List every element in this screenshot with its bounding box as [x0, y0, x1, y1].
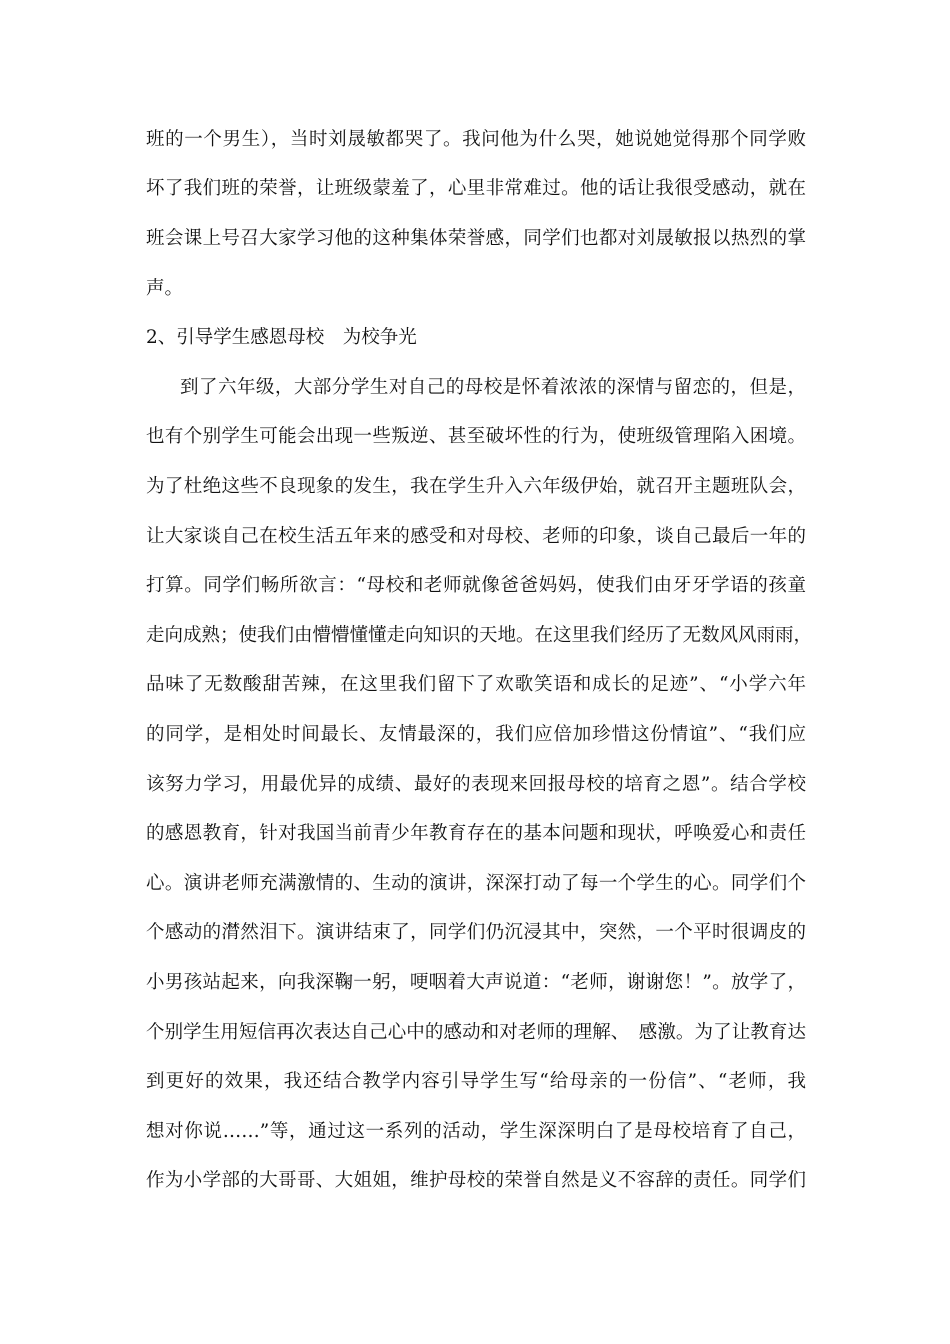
paragraph-line: 个别学生用短信再次表达自己心中的感动和对老师的理解、 感激。为了让教育达 — [146, 1022, 806, 1043]
paragraph-line: 小男孩站起来，向我深鞠一躬，哽咽着大声说道：“老师，谢谢您！”。放学了， — [146, 972, 806, 993]
paragraph-line: 班的一个男生），当时刘晟敏都哭了。我问他为什么哭，她说她觉得那个同学败 — [146, 129, 806, 150]
paragraph-line: 想对你说……”等，通过这一系列的活动，学生深深明白了是母校培育了自己， — [146, 1121, 806, 1142]
paragraph-line: 坏了我们班的荣誉，让班级蒙羞了，心里非常难过。他的话让我很受感动，就在 — [146, 178, 806, 199]
paragraph-line: 班会课上号召大家学习他的这种集体荣誉感，同学们也都对刘晟敏报以热烈的掌 — [146, 228, 806, 249]
paragraph-line: 到了六年级，大部分学生对自己的母校是怀着浓浓的深情与留恋的，但是， — [180, 377, 806, 398]
paragraph-line: 个感动的潸然泪下。演讲结束了，同学们仍沉浸其中，突然，一个平时很调皮的 — [146, 922, 806, 943]
paragraph-line: 也有个别学生可能会出现一些叛逆、甚至破坏性的行为，使班级管理陷入困境。 — [146, 426, 806, 447]
paragraph-line: 走向成熟；使我们由懵懵懂懂走向知识的天地。在这里我们经历了无数风风雨雨， — [146, 625, 813, 646]
section-heading: 2、引导学生感恩母校 为校争光 — [146, 327, 417, 348]
paragraph-line: 该努力学习，用最优异的成绩、最好的表现来回报母校的培育之恩”。结合学校 — [146, 774, 806, 795]
paragraph-line: 的感恩教育，针对我国当前青少年教育存在的基本问题和现状，呼唤爱心和责任 — [146, 823, 806, 844]
paragraph-line: 让大家谈自己在校生活五年来的感受和对母校、老师的印象，谈自己最后一年的 — [146, 526, 806, 547]
paragraph-line: 到更好的效果，我还结合教学内容引导学生写“给母亲的一份信”、“老师，我 — [146, 1071, 806, 1092]
paragraph-line: 品味了无数酸甜苦辣，在这里我们留下了欢歌笑语和成长的足迹”、“小学六年 — [146, 674, 806, 695]
paragraph-line: 的同学，是相处时间最长、友情最深的，我们应倍加珍惜这份情谊”、“我们应 — [146, 724, 806, 745]
paragraph-line: 作为小学部的大哥哥、大姐姐，维护母校的荣誉自然是义不容辞的责任。同学们 — [146, 1170, 806, 1191]
paragraph-line: 心。演讲老师充满激情的、生动的演讲，深深打动了每一个学生的心。同学们个 — [146, 873, 806, 894]
paragraph-line: 打算。同学们畅所欲言：“母校和老师就像爸爸妈妈，使我们由牙牙学语的孩童 — [146, 575, 806, 596]
paragraph-line: 为了杜绝这些不良现象的发生，我在学生升入六年级伊始，就召开主题班队会， — [146, 476, 806, 497]
paragraph-line: 声。 — [146, 278, 184, 299]
